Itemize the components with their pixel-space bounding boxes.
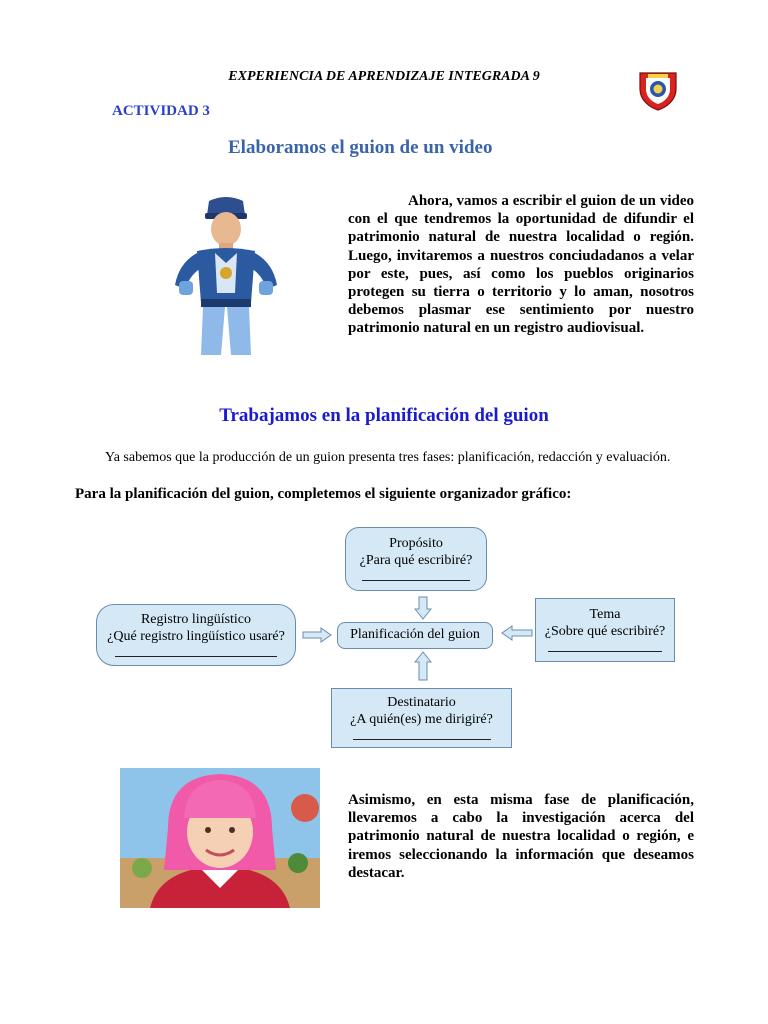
section-title-guion-video: Elaboramos el guion de un video: [228, 137, 493, 158]
registro-answer-line[interactable]: [115, 646, 277, 657]
proposito-question: ¿Para qué escribiré?: [359, 553, 473, 568]
pink-hair-girl-image: [120, 768, 320, 908]
hero-character-image: [165, 193, 287, 355]
arrow-right-icon: [302, 627, 332, 643]
tema-question: ¿Sobre qué escribiré?: [544, 624, 666, 639]
organizer-box-center: [337, 622, 493, 649]
tema-title: Tema: [589, 607, 621, 622]
phases-paragraph: Ya sabemos que la producción de un guion presenta tres fases: planificación, redacción y evaluación.: [105, 450, 671, 465]
organizer-box-destinatario: [331, 688, 512, 748]
destinatario-question: ¿A quién(es) me dirigiré?: [350, 712, 493, 727]
tema-answer-line[interactable]: [548, 641, 662, 652]
organizer-box-registro: [96, 604, 296, 666]
organizer-box-tema: [535, 598, 675, 662]
proposito-title: Propósito: [389, 536, 443, 551]
destinatario-answer-line[interactable]: [353, 729, 491, 740]
organizer-box-proposito: [345, 527, 487, 591]
activity-label: ACTIVIDAD 3: [112, 103, 210, 119]
research-paragraph: Asimismo, en esta misma fase de planificación, llevaremos a cabo la investigación acerca del patrimonio natural de nuestra localidad o región, e iremos seleccionando la información que deseamos destacar.: [348, 792, 694, 881]
intro-paragraph: Ahora, vamos a escribir el guion de un video con el que tendremos la oportunidad de difundir el patrimonio natural de nuestra localidad o región. Luego, invitaremos a nuestros conciudadanos a velar por este, pues, así como los pueblos originarios protegen su tierra o territorio y lo aman, nosotros debemos plasmar ese sentimiento por nuestro patrimonio natural en un registro audiovisual.: [348, 193, 694, 337]
arrow-up-icon: [414, 651, 432, 681]
registro-question: ¿Qué registro lingüístico usaré?: [107, 629, 285, 644]
document-header-title: EXPERIENCIA DE APRENDIZAJE INTEGRADA 9: [228, 69, 540, 84]
section-title-planificacion: Trabajamos en la planificación del guion: [219, 405, 549, 426]
proposito-answer-line[interactable]: [362, 570, 470, 581]
school-shield-logo-icon: [637, 69, 679, 116]
arrow-down-icon: [414, 596, 432, 620]
center-label: Planificación del guion: [350, 627, 480, 642]
registro-title: Registro lingüístico: [140, 612, 252, 627]
organizer-instruction: Para la planificación del guion, completemos el siguiente organizador gráfico:: [75, 486, 572, 502]
destinatario-title: Destinatario: [387, 695, 456, 710]
arrow-left-icon: [501, 625, 533, 641]
